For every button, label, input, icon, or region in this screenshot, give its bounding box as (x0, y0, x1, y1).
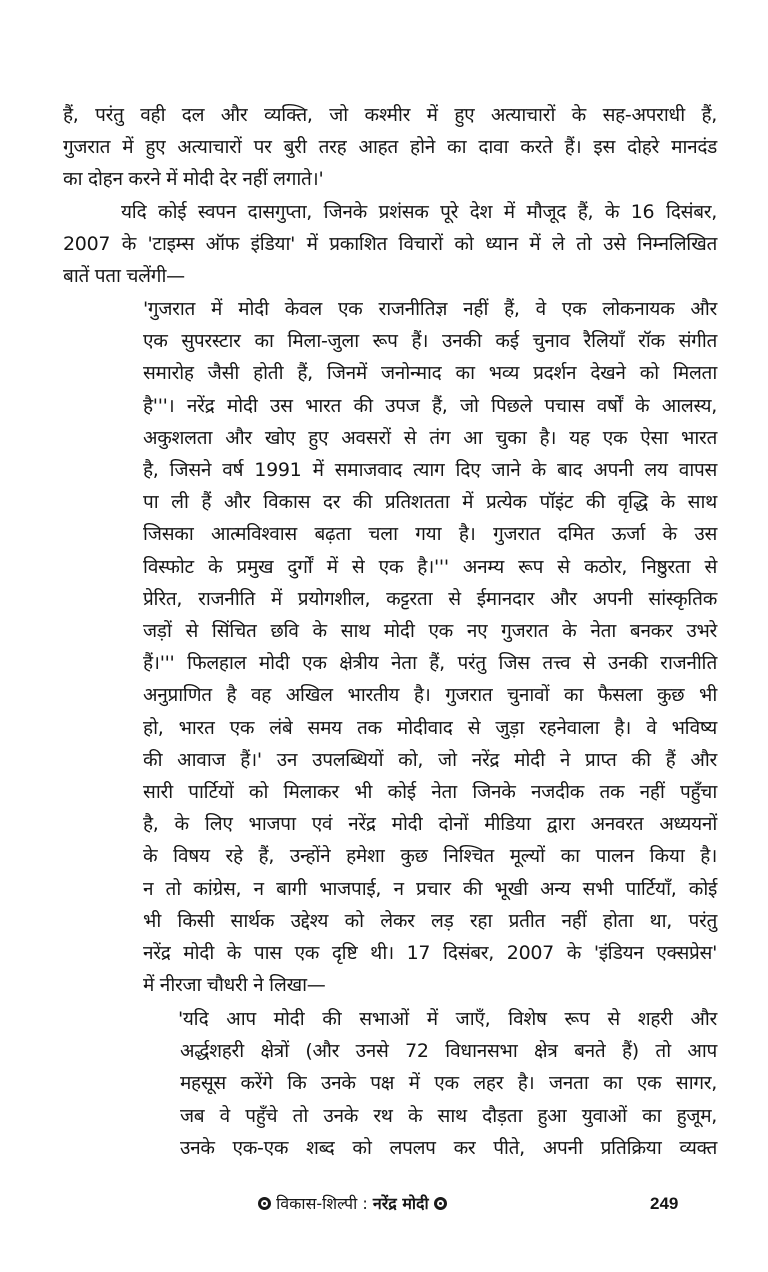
paragraph-line: का दोहन करने में मोदी देर नहीं लगाते।' (63, 168, 324, 191)
quote-line: महसूस करेंगे कि उनके पक्ष में एक लहर है। जनता का एक सागर, (180, 1072, 717, 1095)
quote-line: जड़ों से सिंचित छवि के साथ मोदी एक नए गुजरात के नेता बनकर उभरे (143, 620, 717, 642)
quote-line: है, जिसने वर्ष 1991 में समाजवाद त्याग दिए जाने के बाद अपनी लय वापस (143, 459, 717, 481)
paragraph-line: हैं, परंतु वही दल और व्यक्ति, जो कश्मीर में हुए अत्याचारों के सह-अपराधी हैं, (63, 104, 717, 126)
quote-line: न तो कांग्रेस, न बागी भाजपाई, न प्रचार की भूखी अन्य सभी पार्टियाँ, कोई (143, 877, 717, 900)
quote-line: समारोह जैसी होती हैं, जिनमें जनोन्माद का भव्य प्रदर्शन देखने को मिलता (143, 362, 717, 385)
quote-line: भी किसी सार्थक उद्देश्य को लेकर लड़ रहा प्रतीत नहीं होता था, परंतु (143, 909, 717, 932)
quote-line: विस्फोट के प्रमुख दुर्गों में से एक है।''' अनम्य रूप से कठोर, निष्ठुरता से (143, 555, 717, 578)
paragraph-line: गुजरात में हुए अत्याचारों पर बुरी तरह आहत होने का दावा करते हैं। इस दोहरे मानदंड (63, 136, 717, 159)
paragraph-line: बातें पता चलेंगी— (63, 265, 185, 288)
quote-line: जिसका आत्मविश्वास बढ़ता चला गया है। गुजरात दमित ऊर्जा के उस (143, 523, 717, 546)
quote-line: की आवाज हैं।' उन उपलब्धियों को, जो नरेंद्र मोदी ने प्राप्त की हैं और (143, 748, 717, 771)
quote-line: में नीरजा चौधरी ने लिखा— (143, 974, 326, 997)
running-footer (258, 1190, 447, 1218)
quote-line: हैं।''' फिलहाल मोदी एक क्षेत्रीय नेता हैं, परंतु जिस तत्त्व से उनकी राजनीति (143, 652, 717, 675)
paragraph-line: 2007 के 'टाइम्स ऑफ इंडिया' में प्रकाशित विचारों को ध्यान में ले तो उसे निम्नलिखित (63, 233, 717, 256)
paragraph-line: यदि कोई स्वपन दासगुप्ता, जिनके प्रशंसक पूरे देश में मौजूद हैं, के 16 दिसंबर, (121, 201, 717, 223)
quote-line: हो, भारत एक लंबे समय तक मोदीवाद से जुड़ा रहनेवाला है। वे भविष्य (143, 716, 717, 739)
quote-line: है, के लिए भाजपा एवं नरेंद्र मोदी दोनों मीडिया द्वारा अनवरत अध्ययनों (143, 813, 717, 836)
quote-line: जब वे पहुँचे तो उनके रथ के साथ दौड़ता हुआ युवाओं का हुजूम, (180, 1104, 717, 1127)
quote-line: के विषय रहे हैं, उन्होंने हमेशा कुछ निश्चित मूल्यों का पालन किया है। (143, 845, 717, 868)
quote-line: है'''। नरेंद्र मोदी उस भारत की उपज हैं, जो पिछले पचास वर्षों के आलस्य, (143, 394, 717, 417)
footer-book-title-name: नरेंद्र मोदी (372, 1194, 429, 1213)
page-number: 249 (650, 1194, 679, 1213)
flower-ornament-icon (258, 1197, 271, 1210)
quote-line: नरेंद्र मोदी के पास एक दृष्टि थी। 17 दिसंबर, 2007 के 'इंडियन एक्सप्रेस' (143, 942, 717, 964)
quote-line: सारी पार्टियों को मिलाकर भी कोई नेता जिनके नजदीक तक नहीं पहुँचा (143, 781, 717, 803)
quote-line: अर्द्धशहरी क्षेत्रों (और उनसे 72 विधानसभा क्षेत्र बनते हैं) तो आप (180, 1040, 717, 1063)
quote-line: एक सुपरस्टार का मिला-जुला रूप हैं। उनकी कई चुनाव रैलियाँ रॉक संगीत (143, 330, 717, 353)
quote-line: पा ली हैं और विकास दर की प्रतिशतता में प्रत्येक पॉइंट की वृद्धि के साथ (143, 491, 717, 514)
quote-line: प्रेरित, राजनीति में प्रयोगशील, कट्टरता से ईमानदार और अपनी सांस्कृतिक (143, 587, 717, 610)
quote-line: 'गुजरात में मोदी केवल एक राजनीतिज्ञ नहीं हैं, वे एक लोकनायक और (143, 298, 717, 320)
quote-line: अनुप्राणित है वह अखिल भारतीय है। गुजरात चुनावों का फैसला कुछ भी (143, 684, 717, 707)
flower-ornament-icon (434, 1197, 447, 1210)
footer-book-title-prefix: विकास-शिल्पी : (276, 1194, 368, 1213)
quote-line: 'यदि आप मोदी की सभाओं में जाएँ, विशेष रूप से शहरी और (178, 1008, 717, 1030)
quote-line: उनके एक-एक शब्द को लपलप कर पीते, अपनी प्रतिक्रिया व्यक्त (180, 1136, 717, 1159)
quote-line: अकुशलता और खोए हुए अवसरों से तंग आ चुका है। यह एक ऐसा भारत (143, 426, 717, 449)
